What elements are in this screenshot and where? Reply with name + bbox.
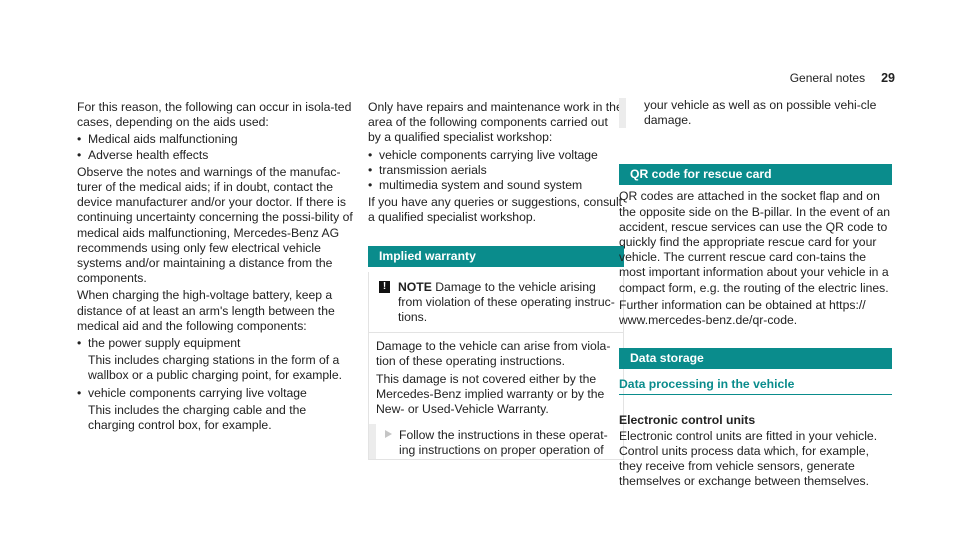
note-label: NOTE bbox=[398, 279, 432, 294]
list-item: • Medical aids malfunctioning bbox=[77, 132, 353, 147]
section-heading-data-storage: Data storage bbox=[619, 348, 892, 369]
note-header bbox=[369, 272, 623, 334]
bullet-list bbox=[368, 148, 624, 194]
paragraph: Electronic control units are fitted in your vehicle. Control units process data which, for example, they receive from vehicle sensors, generate themselves or exchange between themselves. bbox=[619, 428, 878, 489]
column-1 bbox=[77, 100, 353, 435]
paragraph: When charging the high-voltage battery, keep a distance of at least an arm's length between the medical aid and the following components: bbox=[77, 288, 335, 333]
bullet-list bbox=[77, 386, 353, 401]
bold-heading: Electronic control units bbox=[619, 413, 756, 428]
column-2 bbox=[368, 100, 624, 460]
subsection-heading: Data processing in the vehicle bbox=[619, 377, 892, 395]
list-item-detail: This includes the charging cable and the charging control box, for example. bbox=[88, 402, 307, 433]
section-heading-qr-code: QR code for rescue card bbox=[619, 164, 892, 185]
list-item: • vehicle components carrying live voltage bbox=[77, 386, 353, 401]
column-3 bbox=[619, 98, 892, 491]
list-item: • vehicle components carrying live voltage bbox=[368, 148, 624, 163]
warning-icon: ! bbox=[379, 281, 390, 293]
section-heading-implied-warranty: Implied warranty bbox=[368, 246, 624, 267]
header-title: General notes bbox=[789, 71, 866, 85]
paragraph: This damage is not covered either by the Mercedes-Benz implied warranty or by the New- or Used-Vehicle Warranty. bbox=[376, 371, 605, 417]
paragraph: Further information can be obtained at https:// www.mercedes-benz.de/qr-code. bbox=[619, 297, 866, 328]
paragraph: If you have any queries or suggestions, consult a qualified specialist workshop. bbox=[368, 195, 623, 225]
list-item: • Adverse health effects bbox=[77, 148, 353, 163]
bullet-list bbox=[77, 132, 353, 162]
note-heading: Damage to the vehicle arising from violation of these operating instruc-tions. bbox=[398, 279, 615, 325]
note-body bbox=[369, 333, 623, 458]
page-header bbox=[790, 71, 895, 86]
instruction-tip bbox=[369, 424, 615, 458]
page-number: 29 bbox=[881, 71, 895, 85]
note-box bbox=[368, 272, 624, 460]
tip-text: Follow the instructions in these operat-ing instructions on proper operation of bbox=[399, 428, 608, 458]
bullet-list bbox=[77, 336, 353, 351]
paragraph: Observe the notes and warnings of the manufac-turer of the medical aids; if in doubt, contact the device manufacturer and/or your doctor. If there is continuing uncertainty concerning the possi-bility of medical aids malfunctioning, Mercedes-Benz AG recommends using only few electrical vehicle systems and/or maintaining a distance from the components. bbox=[77, 164, 353, 286]
arrow-right-icon bbox=[385, 430, 392, 438]
list-item: • transmission aerials bbox=[368, 163, 624, 178]
paragraph: For this reason, the following can occur in isola-ted cases, depending on the aids used: bbox=[77, 100, 352, 130]
list-item-detail: This includes charging stations in the form of a wallbox or a public charging point, for example. bbox=[88, 353, 343, 383]
paragraph: QR codes are attached in the socket flap and on the opposite side on the B-pillar. In the event of an accident, rescue services can use the QR code to quickly find the appropriate rescue card for your vehicle. The current rescue card con-tains the most important information about your vehicle in a compact form, e.g. the routing of the electric lines. bbox=[619, 189, 891, 295]
paragraph: Damage to the vehicle can arise from viola-tion of these operating instructions. bbox=[376, 339, 611, 369]
list-item: • the power supply equipment bbox=[77, 336, 353, 351]
paragraph: Only have repairs and maintenance work in the area of the following components carried out by a qualified specialist workshop: bbox=[368, 100, 623, 145]
list-item: • multimedia system and sound system bbox=[368, 178, 624, 193]
tip-continuation: your vehicle as well as on possible vehi-cle damage. bbox=[619, 98, 892, 128]
